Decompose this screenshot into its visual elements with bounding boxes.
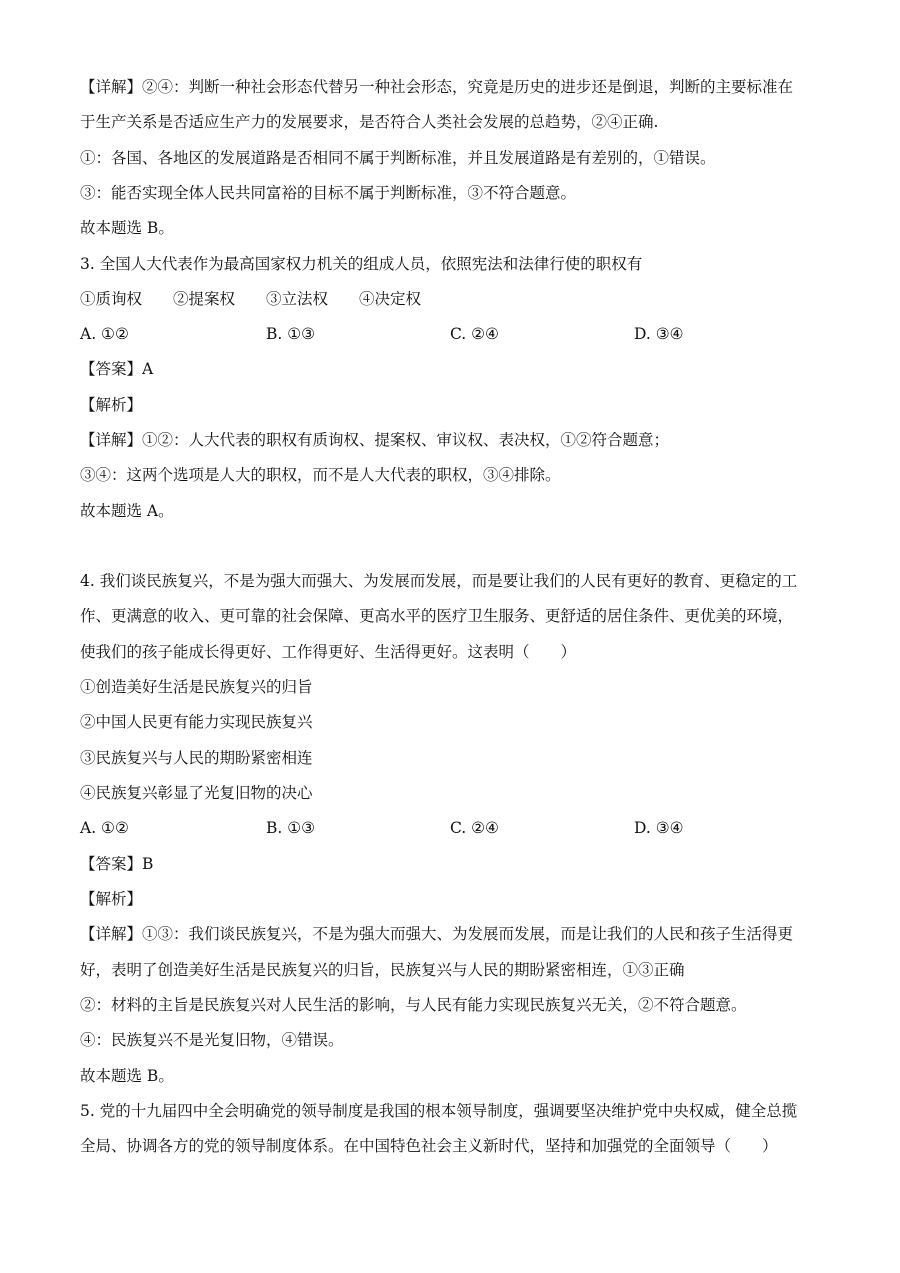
q4-item-1: ①创造美好生活是民族复兴的归旨 <box>80 678 313 696</box>
q3-answer: 【答案】A <box>80 360 154 378</box>
q3-option-c: C. ②④ <box>450 325 499 343</box>
q2-detail-line-2: 于生产关系是否适应生产力的发展要求，是否符合人类社会发展的总趋势，②④正确. <box>80 113 659 131</box>
q3-stem: 3. 全国人大代表作为最高国家权力机关的组成人员，依照宪法和法律行使的职权有 <box>80 255 643 273</box>
q5-stem-line-2: 全局、协调各方的党的领导制度体系。在中国特色社会主义新时代，坚持和加强党的全面领导（ ） <box>80 1137 778 1155</box>
q5-stem-line-1: 5. 党的十九届四中全会明确党的领导制度是我国的根本领导制度，强调要坚决维护党中央权威，健全总揽 <box>80 1102 798 1120</box>
q4-item-4: ④民族复兴彰显了光复旧物的决心 <box>80 784 313 802</box>
q3-option-d: D. ③④ <box>634 325 684 343</box>
q3-detail-line-1: 【详解】①②：人大代表的职权有质询权、提案权、审议权、表决权，①②符合题意； <box>80 431 670 449</box>
q2-conclusion: 故本题选 B。 <box>80 219 174 237</box>
q4-conclusion: 故本题选 B。 <box>80 1067 174 1085</box>
q4-analysis-heading: 【解析】 <box>80 890 143 908</box>
q4-option-c: C. ②④ <box>450 819 499 837</box>
q2-detail-line-3: ①：各国、各地区的发展道路是否相同不属于判断标准，并且发展道路是有差别的，①错误。 <box>80 149 716 167</box>
q4-stem-line-1: 4. 我们谈民族复兴，不是为强大而强大、为发展而发展，而是要让我们的人民有更好的教育、更稳定的工 <box>80 572 798 590</box>
q4-item-3: ③民族复兴与人民的期盼紧密相连 <box>80 749 313 767</box>
q4-answer: 【答案】B <box>80 855 154 873</box>
q3-detail-line-2: ③④：这两个选项是人大的职权，而不是人大代表的职权，③④排除。 <box>80 466 561 484</box>
q4-stem-line-3: 使我们的孩子能成长得更好、工作得更好、生活得更好。这表明（ ） <box>80 643 577 661</box>
q4-detail-line-3: ②：材料的主旨是民族复兴对人民生活的影响，与人民有能力实现民族复兴无关，②不符合题意。 <box>80 996 747 1014</box>
q4-detail-line-1: 【详解】①③：我们谈民族复兴，不是为强大而强大、为发展而发展，而是让我们的人民和孩子生活得更 <box>80 925 794 943</box>
q4-stem-line-2: 作、更满意的收入、更可靠的社会保障、更高水平的医疗卫生服务、更舒适的居住条件、更优美的环境， <box>80 607 794 625</box>
q3-option-a: A. ①② <box>80 325 129 343</box>
q3-items: ①质询权 ②提案权 ③立法权 ④决定权 <box>80 290 422 308</box>
q4-item-2: ②中国人民更有能力实现民族复兴 <box>80 713 313 731</box>
q3-conclusion: 故本题选 A。 <box>80 502 174 520</box>
q4-detail-line-2: 好，表明了创造美好生活是民族复兴的归旨，民族复兴与人民的期盼紧密相连，①③正确 <box>80 961 685 979</box>
q4-option-b: B. ①③ <box>266 819 316 837</box>
q3-option-b: B. ①③ <box>266 325 316 343</box>
q4-detail-line-4: ④：民族复兴不是光复旧物，④错误。 <box>80 1031 344 1049</box>
q2-detail-line-1: 【详解】②④：判断一种社会形态代替另一种社会形态，究竟是历史的进步还是倒退，判断的主要标准在 <box>80 78 794 96</box>
q2-detail-line-4: ③：能否实现全体人民共同富裕的目标不属于判断标准，③不符合题意。 <box>80 184 577 202</box>
q4-option-d: D. ③④ <box>634 819 684 837</box>
q4-option-a: A. ①② <box>80 819 129 837</box>
q3-analysis-heading: 【解析】 <box>80 396 143 414</box>
